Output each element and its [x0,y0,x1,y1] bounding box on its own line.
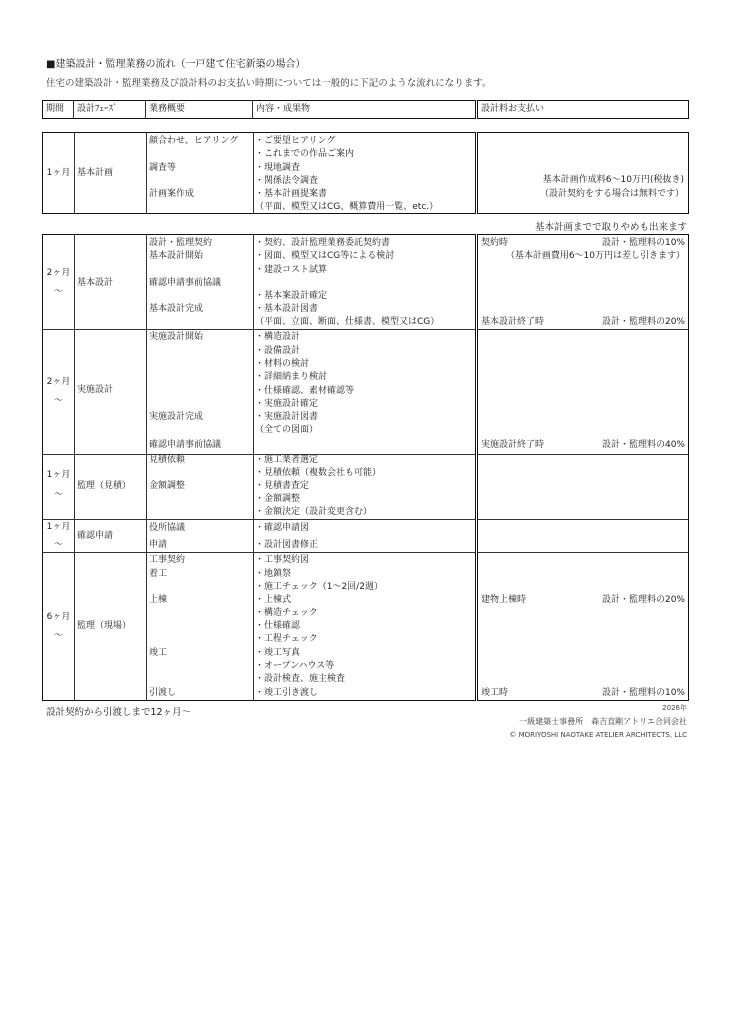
estimate-task: 金額調整 [149,481,186,491]
site-task: 引渡し [149,688,177,698]
basic-content: ・基本設計図書 [255,304,319,314]
plan-task: 顔合わせ、ヒアリング [149,136,239,146]
site-task: 上棟 [149,595,168,605]
cancel-note: 基本計画までで取りやめも出来ます [534,222,687,233]
plan-task: 調査等 [149,163,177,173]
header-payment: 設計料お支払い [481,104,545,114]
main-block [42,234,476,701]
page-title: ■建築設計・監理業務の流れ（一戸建て住宅新築の場合） [46,59,306,70]
site-content: ・設計検査、施主検査 [255,674,346,684]
estimate-task: 見積依頼 [149,455,186,465]
detail-content: ・構造設計 [255,332,301,342]
site-content: ・構造チェック [255,608,318,618]
detail-content: ・仕様確認、素材確認等 [255,386,355,396]
header-bar-right [477,100,689,119]
header-period: 期間 [43,101,74,118]
site-phase: 監理（現場） [77,621,132,631]
basic-period-tilde: ～ [53,287,63,297]
permit-content: ・確認申請図 [255,523,310,533]
estimate-content: ・金額調整 [255,494,301,504]
detail-content: ・設備設計 [255,346,301,356]
total-duration: 設計契約から引渡しまで12ヶ月～ [46,707,192,718]
intro-text: 住宅の建築設計・監理業務及び設計料のお支払い時期については一般的に下記のような流れになります。 [46,78,492,89]
header-content: 内容・成果物 [256,104,311,114]
estimate-content: ・金額決定（設計変更含む） [255,507,373,517]
copyright: © MORIYOSHI NAOTAKE ATELIER ARCHITECTS, LLC [509,731,687,739]
basic-content: ・図面、模型又はCG等による検討 [255,251,395,261]
detail-task: 実施設計完成 [149,412,204,422]
header-overview: 業務概要 [146,101,253,118]
site-content: ・工事契約図 [255,555,310,565]
permit-period: 1ヶ月 [46,522,71,532]
plan-content: ・関係法令調査 [255,176,319,186]
plan-block [42,132,476,214]
main-payment-block [477,234,689,701]
estimate-content: ・見積依頼（複数会社も可能） [255,468,382,478]
plan-payment-fee: 基本計画作成料6～10万円(税抜き) [542,175,684,185]
estimate-phase: 監理（見積） [77,481,132,491]
detail-content: ・材料の検討 [255,359,310,369]
site-content: ・工程チェック [255,634,318,644]
detail-period: 2ヶ月 [46,377,71,387]
site-task: 着工 [149,569,168,579]
estimate-period: 1ヶ月 [46,470,71,480]
office-name: 一級建築士事務所 森吉直剛アトリエ合同会社 [519,717,687,726]
site-content: ・竣工写真 [255,648,301,658]
plan-content: ・現地調査 [255,163,301,173]
plan-period: 1ヶ月 [46,168,71,178]
payment-when: 実施設計終了時 [481,440,545,450]
estimate-content: ・施工業者選定 [255,455,319,465]
header-phase: 設計ﾌｪｰｽﾞ [74,101,146,118]
basic-content: ・建設コスト試算 [255,265,328,275]
site-task: 工事契約 [149,555,186,565]
payment-when: 基本設計終了時 [481,317,545,327]
basic-task: 確認申請事前協議 [149,278,222,288]
site-period-tilde: ～ [53,631,63,641]
site-content: ・施工チェック（1～2回/2週） [255,582,383,592]
site-content: ・竣工引き渡し [255,688,319,698]
payment-rate: 設計・監理料の10% [601,688,685,698]
basic-period: 2ヶ月 [46,268,71,278]
detail-content: ・実施設計図書 [255,412,319,422]
permit-period-tilde: ～ [53,540,63,550]
payment-rate: 設計・監理料の40% [601,440,685,450]
site-task: 竣工 [149,648,168,658]
site-period: 6ヶ月 [46,612,71,622]
payment-note: （基本計画費用6～10万円は差し引きます） [505,251,685,261]
site-content: ・仕様確認 [255,621,301,631]
payment-rate: 設計・監理料の20% [601,317,685,327]
payment-rate: 設計・監理料の20% [601,595,685,605]
detail-task: 確認申請事前協議 [149,440,222,450]
permit-content: ・設計図書修正 [255,540,319,550]
permit-phase: 確認申請 [77,531,114,541]
basic-task: 設計・監理契約 [149,238,213,248]
estimate-period-tilde: ～ [53,490,63,500]
plan-payment-note: （設計契約をする場合は無料です） [539,189,684,199]
plan-content: ・ご要望ヒアリング [255,136,336,146]
plan-content: ・基本計画提案書 [255,189,328,199]
plan-payment-block [477,132,689,214]
basic-phase: 基本設計 [77,278,114,288]
detail-content: （全ての図面） [255,425,319,435]
payment-rate: 設計・監理料の10% [601,238,685,248]
detail-content: ・詳細納まり検討 [255,372,328,382]
detail-content: ・実施設計確定 [255,399,319,409]
payment-when: 建物上棟時 [481,595,527,605]
basic-task: 基本設計完成 [149,304,204,314]
payment-when: 契約時 [481,238,509,248]
basic-content: ・基本案設計確定 [255,291,328,301]
plan-content: （平面、模型又はCG、概算費用一覧、etc.） [255,202,439,212]
permit-task: 申請 [149,540,168,550]
header-bar-left [42,100,476,119]
plan-task: 計画案作成 [149,189,195,199]
site-content: ・上棟式 [255,595,292,605]
site-content: ・オープンハウス等 [255,661,335,671]
detail-period-tilde: ～ [53,396,63,406]
year-label: 2026年 [662,704,687,712]
detail-phase: 実施設計 [77,385,114,395]
plan-phase: 基本計画 [77,168,114,178]
basic-content: ・契約、設計監理業務委託契約書 [255,238,391,248]
payment-when: 竣工時 [481,688,509,698]
permit-task: 役所協議 [149,523,186,533]
basic-task: 基本設計開始 [149,251,204,261]
detail-task: 実施設計開始 [149,332,204,342]
basic-content: （平面、立面、断面、仕様書、模型又はCG） [255,317,440,327]
estimate-content: ・見積書査定 [255,481,310,491]
site-content: ・地鎮祭 [255,569,292,579]
plan-content: ・これまでの作品ご案内 [255,149,355,159]
